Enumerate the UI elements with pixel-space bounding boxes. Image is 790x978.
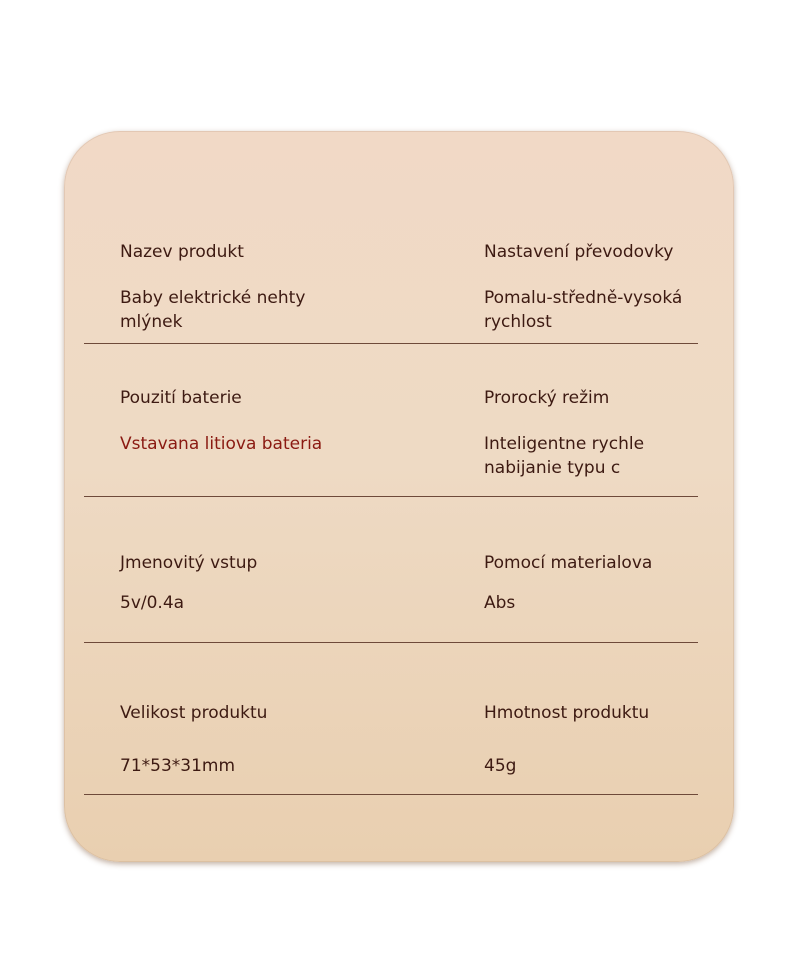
spec-cell-input — [120, 552, 360, 615]
spec-value: 45g — [484, 756, 517, 776]
row-divider — [84, 642, 698, 643]
spec-value: Abs — [484, 593, 516, 613]
spec-value: Vstavana litiova bateria — [120, 434, 323, 454]
spec-value: Inteligentne rychle nabijanie typu c — [484, 434, 645, 478]
spec-cell-material — [484, 552, 724, 615]
spec-cell-battery — [120, 387, 360, 456]
row-divider — [84, 794, 698, 795]
spec-value: Pomalu-středně-vysoká rychlost — [484, 288, 683, 332]
spec-label: Jmenovitý vstup — [120, 553, 258, 573]
spec-value: Baby elektrické nehty mlýnek — [120, 288, 306, 332]
spec-label: Prorocký režim — [484, 388, 610, 408]
spec-cell-gear — [484, 241, 724, 334]
row-divider — [84, 496, 698, 497]
spec-value: 5v/0.4a — [120, 593, 185, 613]
spec-label: Nazev produkt — [120, 242, 244, 262]
spec-label: Velikost produktu — [120, 703, 268, 723]
spec-cell-name — [120, 241, 360, 334]
spec-label: Hmotnost produktu — [484, 703, 650, 723]
spec-value: 71*53*31mm — [120, 756, 236, 776]
spec-label: Nastavení převodovky — [484, 242, 674, 262]
spec-label: Pouzití baterie — [120, 388, 242, 408]
row-divider — [84, 343, 698, 344]
spec-card — [64, 131, 734, 862]
spec-cell-size — [120, 702, 360, 778]
spec-cell-mode — [484, 387, 724, 480]
spec-cell-weight — [484, 702, 724, 778]
spec-label: Pomocí materialova — [484, 553, 653, 573]
